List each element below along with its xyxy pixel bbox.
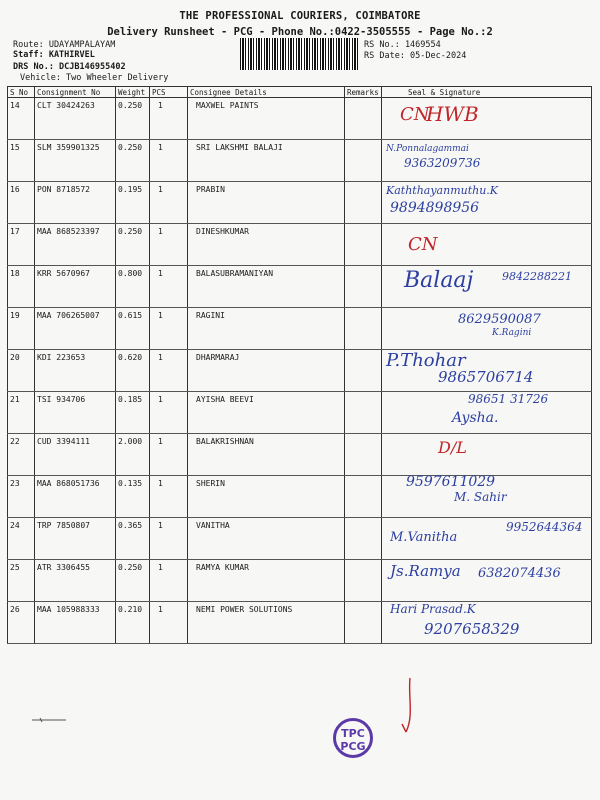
cell-remarks bbox=[345, 308, 382, 350]
cell-weight: 0.185 bbox=[116, 392, 150, 434]
col-remarks: Remarks bbox=[345, 87, 382, 98]
handwritten-note: 9865706714 bbox=[438, 368, 534, 386]
stamp-line-2: PCG bbox=[340, 740, 366, 753]
cell-consignment: ATR 3306455 bbox=[35, 560, 116, 602]
tpc-stamp bbox=[333, 718, 373, 758]
staff-label: Staff: KATHIRVEL bbox=[13, 50, 95, 60]
cell-sno: 22 bbox=[8, 434, 35, 476]
cell-consignment: SLM 359901325 bbox=[35, 140, 116, 182]
cell-weight: 0.620 bbox=[116, 350, 150, 392]
table-header bbox=[8, 87, 592, 98]
cell-pcs: 1 bbox=[150, 476, 188, 518]
drs-number: DRS No.: DCJB146955402 bbox=[13, 62, 126, 72]
cell-weight: 0.250 bbox=[116, 224, 150, 266]
cell-signature bbox=[382, 98, 592, 140]
handwritten-note: 9894898956 bbox=[390, 200, 480, 216]
route-label: Route: UDAYAMPALAYAM bbox=[13, 40, 116, 50]
table-row bbox=[8, 392, 592, 434]
cell-consignee: AYISHA BEEVI bbox=[188, 392, 345, 434]
pen-mark bbox=[30, 712, 70, 732]
cell-pcs: 1 bbox=[150, 266, 188, 308]
cell-weight: 0.615 bbox=[116, 308, 150, 350]
cell-signature bbox=[382, 182, 592, 224]
cell-weight: 0.195 bbox=[116, 182, 150, 224]
cell-pcs: 1 bbox=[150, 224, 188, 266]
barcode bbox=[240, 38, 358, 70]
runsheet-title: Delivery Runsheet - PCG - Phone No.:0422-3505555 - Page No.:2 bbox=[107, 26, 493, 38]
handwritten-note: HWB bbox=[426, 102, 479, 126]
handwritten-note: 6382074436 bbox=[478, 566, 561, 581]
col-pcs: PCS bbox=[150, 87, 188, 98]
cell-sno: 26 bbox=[8, 602, 35, 644]
cell-consignment: KDI 223653 bbox=[35, 350, 116, 392]
table-row bbox=[8, 98, 592, 140]
handwritten-note: N.Ponnalagammai bbox=[386, 144, 469, 154]
cell-sno: 19 bbox=[8, 308, 35, 350]
table-row bbox=[8, 224, 592, 266]
handwritten-note: M.Vanitha bbox=[390, 530, 458, 545]
cell-signature bbox=[382, 560, 592, 602]
handwritten-note: Hari Prasad.K bbox=[390, 602, 476, 616]
handwritten-note: 9842288221 bbox=[502, 270, 572, 283]
red-tick-mark bbox=[398, 676, 422, 736]
cell-consignee: SRI LAKSHMI BALAJI bbox=[188, 140, 345, 182]
cell-consignment: MAA 868523397 bbox=[35, 224, 116, 266]
cell-sno: 23 bbox=[8, 476, 35, 518]
handwritten-note: D/L bbox=[438, 438, 467, 457]
cell-weight: 0.135 bbox=[116, 476, 150, 518]
cell-remarks bbox=[345, 140, 382, 182]
cell-consignee: MAXWEL PAINTS bbox=[188, 98, 345, 140]
cell-weight: 0.250 bbox=[116, 98, 150, 140]
cell-weight: 0.210 bbox=[116, 602, 150, 644]
rs-number: RS No.: 1469554 bbox=[364, 40, 441, 50]
handwritten-note: 8629590087 bbox=[458, 312, 541, 327]
cell-consignment: PON 8718572 bbox=[35, 182, 116, 224]
cell-pcs: 1 bbox=[150, 392, 188, 434]
handwritten-note: M. Sahir bbox=[454, 490, 507, 504]
cell-sno: 14 bbox=[8, 98, 35, 140]
table-row bbox=[8, 476, 592, 518]
table-row bbox=[8, 518, 592, 560]
handwritten-note: Balaaj bbox=[404, 268, 474, 293]
handwritten-note: CN bbox=[408, 234, 438, 255]
cell-consignee: SHERIN bbox=[188, 476, 345, 518]
handwritten-note: 9363209736 bbox=[404, 156, 481, 170]
cell-consignee: NEMI POWER SOLUTIONS bbox=[188, 602, 345, 644]
cell-consignment: CLT 30424263 bbox=[35, 98, 116, 140]
cell-consignee: VANITHA bbox=[188, 518, 345, 560]
cell-weight: 2.000 bbox=[116, 434, 150, 476]
handwritten-note: K.Ragini bbox=[492, 328, 532, 338]
company-title: THE PROFESSIONAL COURIERS, COIMBATORE bbox=[179, 10, 421, 22]
cell-consignee: RAGINI bbox=[188, 308, 345, 350]
col-consignee: Consignee Details bbox=[188, 87, 345, 98]
rs-date: RS Date: 05-Dec-2024 bbox=[364, 51, 467, 61]
handwritten-note: Js.Ramya bbox=[390, 562, 461, 580]
cell-weight: 0.250 bbox=[116, 560, 150, 602]
runsheet-table bbox=[7, 86, 592, 644]
cell-remarks bbox=[345, 266, 382, 308]
cell-consignee: RAMYA KUMAR bbox=[188, 560, 345, 602]
cell-pcs: 1 bbox=[150, 308, 188, 350]
cell-remarks bbox=[345, 98, 382, 140]
table-row bbox=[8, 434, 592, 476]
cell-consignment: TSI 934706 bbox=[35, 392, 116, 434]
vehicle-label: Vehicle: Two Wheeler Delivery bbox=[20, 73, 169, 83]
cell-weight: 0.800 bbox=[116, 266, 150, 308]
cell-sno: 16 bbox=[8, 182, 35, 224]
handwritten-note: CN bbox=[400, 104, 430, 125]
cell-consignment: CUD 3394111 bbox=[35, 434, 116, 476]
cell-sno: 25 bbox=[8, 560, 35, 602]
cell-remarks bbox=[345, 476, 382, 518]
cell-signature bbox=[382, 140, 592, 182]
handwritten-note: Kaththayanmuthu.K bbox=[386, 184, 499, 197]
cell-consignee: PRABIN bbox=[188, 182, 345, 224]
cell-weight: 0.250 bbox=[116, 140, 150, 182]
cell-consignee: BALAKRISHNAN bbox=[188, 434, 345, 476]
table-row bbox=[8, 350, 592, 392]
handwritten-note: 9952644364 bbox=[506, 520, 583, 534]
cell-signature bbox=[382, 350, 592, 392]
table-row bbox=[8, 140, 592, 182]
cell-pcs: 1 bbox=[150, 140, 188, 182]
col-signature: Seal & Signature bbox=[382, 87, 592, 98]
cell-consignment: TRP 7850807 bbox=[35, 518, 116, 560]
cell-remarks bbox=[345, 518, 382, 560]
cell-sno: 15 bbox=[8, 140, 35, 182]
cell-pcs: 1 bbox=[150, 518, 188, 560]
cell-signature bbox=[382, 518, 592, 560]
cell-sno: 17 bbox=[8, 224, 35, 266]
cell-consignment: KRR 5670967 bbox=[35, 266, 116, 308]
cell-consignment: MAA 868051736 bbox=[35, 476, 116, 518]
col-weight: Weight bbox=[116, 87, 150, 98]
table-row bbox=[8, 602, 592, 644]
cell-signature bbox=[382, 602, 592, 644]
handwritten-note: P.Thohar bbox=[386, 350, 466, 371]
handwritten-note: 9597611029 bbox=[406, 474, 496, 490]
cell-pcs: 1 bbox=[150, 98, 188, 140]
cell-remarks bbox=[345, 560, 382, 602]
cell-remarks bbox=[345, 602, 382, 644]
cell-consignee: BALASUBRAMANIYAN bbox=[188, 266, 345, 308]
cell-pcs: 1 bbox=[150, 434, 188, 476]
cell-sno: 18 bbox=[8, 266, 35, 308]
cell-signature bbox=[382, 308, 592, 350]
cell-sno: 24 bbox=[8, 518, 35, 560]
cell-signature bbox=[382, 266, 592, 308]
handwritten-note: 9207658329 bbox=[424, 620, 520, 638]
col-consignment: Consignment No bbox=[35, 87, 116, 98]
cell-remarks bbox=[345, 392, 382, 434]
cell-remarks bbox=[345, 350, 382, 392]
cell-consignment: MAA 706265007 bbox=[35, 308, 116, 350]
cell-signature bbox=[382, 224, 592, 266]
col-sno: S No bbox=[8, 87, 35, 98]
cell-signature bbox=[382, 392, 592, 434]
handwritten-note: 98651 31726 bbox=[468, 392, 549, 406]
cell-pcs: 1 bbox=[150, 560, 188, 602]
cell-pcs: 1 bbox=[150, 602, 188, 644]
cell-remarks bbox=[345, 182, 382, 224]
cell-consignee: DHARMARAJ bbox=[188, 350, 345, 392]
handwritten-note: Aysha. bbox=[452, 410, 499, 426]
table-row bbox=[8, 308, 592, 350]
cell-remarks bbox=[345, 434, 382, 476]
table-row bbox=[8, 560, 592, 602]
cell-sno: 20 bbox=[8, 350, 35, 392]
cell-remarks bbox=[345, 224, 382, 266]
cell-sno: 21 bbox=[8, 392, 35, 434]
cell-consignment: MAA 105988333 bbox=[35, 602, 116, 644]
cell-consignee: DINESHKUMAR bbox=[188, 224, 345, 266]
cell-weight: 0.365 bbox=[116, 518, 150, 560]
cell-signature bbox=[382, 434, 592, 476]
cell-pcs: 1 bbox=[150, 182, 188, 224]
table-row bbox=[8, 266, 592, 308]
cell-signature bbox=[382, 476, 592, 518]
table-row bbox=[8, 182, 592, 224]
stamp-line-1: TPC bbox=[341, 727, 365, 740]
cell-pcs: 1 bbox=[150, 350, 188, 392]
